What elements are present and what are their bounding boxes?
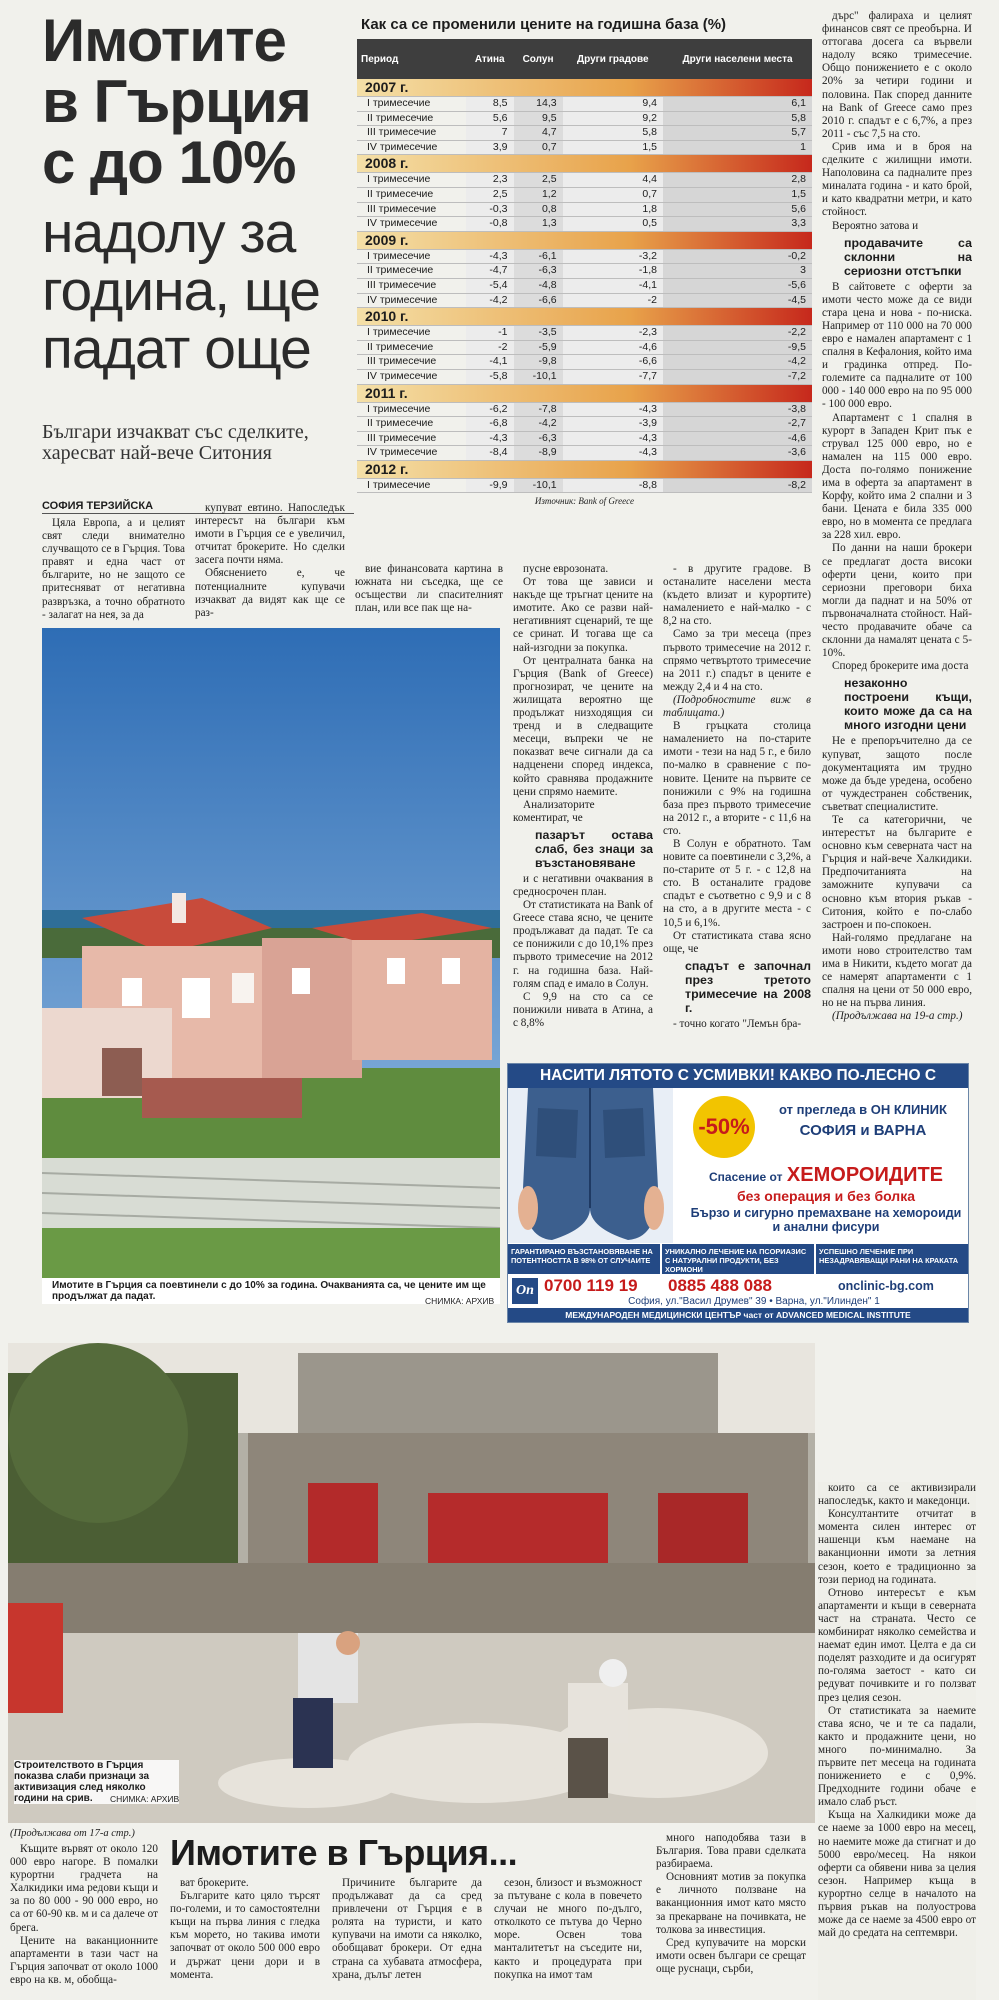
table-row bbox=[357, 478, 812, 493]
table-row bbox=[357, 173, 812, 188]
article-subheading: пазарът остава слаб, без знаци за възстановяване bbox=[535, 827, 653, 870]
ad-rescue-line bbox=[686, 1164, 966, 1187]
table-cell: -2,7 bbox=[663, 417, 812, 432]
villa-photo bbox=[42, 628, 500, 1304]
table-cell: -6,6 bbox=[514, 293, 563, 308]
author-byline: СОФИЯ ТЕРЗИЙСКА bbox=[42, 500, 154, 512]
article-paragraph: Цените на ваканционните апартаменти в тази част на Гърция започват от около 1000 евро на кв. м, обобща- bbox=[10, 1934, 158, 1986]
article-paragraph: Сред купувачите на морски имоти освен българи се срещат още руснаци, сърби, bbox=[656, 1936, 806, 1975]
ad-benefit: УНИКАЛНО ЛЕЧЕНИЕ НА ПСОРИАЗИС С НАТУРАЛНИ ПРОДУКТИ, БЕЗ ХОРМОНИ bbox=[662, 1244, 814, 1274]
table-cell: -2,3 bbox=[563, 326, 663, 341]
table-cell: 3 bbox=[663, 264, 812, 279]
table-cell: III тримесечие bbox=[357, 126, 466, 141]
article-column-2 bbox=[195, 502, 345, 623]
ad-offer-line2: СОФИЯ и ВАРНА bbox=[799, 1122, 927, 1139]
table-header: Други населени места bbox=[663, 39, 812, 79]
table-year-label: 2008 г. bbox=[357, 155, 812, 173]
ad-phone2[interactable]: 0885 488 088 bbox=[668, 1276, 772, 1295]
table-cell: 5,6 bbox=[466, 111, 514, 126]
article-column-right-lower bbox=[818, 1482, 976, 2000]
table-row bbox=[357, 202, 812, 217]
article-paragraph: дърс" фалираха и целият финансов свят се преобърна. И оттогава досега са вървели надолу всяко тримесечие. Общо понижението е с около 20% за четири години и половина. Пак според данните на Bank of Greece само през 2010 г. спадът е с 6,7%, а през 2011 - със 7,5 на сто. bbox=[822, 10, 972, 140]
table-cell: -2,2 bbox=[663, 326, 812, 341]
article-paragraph: От статистиката става ясно още, че bbox=[663, 929, 811, 955]
table-cell: -8,8 bbox=[563, 478, 663, 493]
table-row bbox=[357, 264, 812, 279]
article-paragraph: Отново интересът е към апартаменти и къщи в северната част на страната. Често се комбинират няколко семейства и наемат един имот. Целта е да си поделят разходите и да осигурят по-голяма заетост - като си редуват почивките и го ползват през целия сезон. bbox=[818, 1586, 976, 1704]
table-cell: 9,2 bbox=[563, 111, 663, 126]
article-paragraph: В гръцката столица намалението на по-старите имоти - тези на над 5 г., е било по-малко в сравнение с по-новите. Цените на първите се понижили с 9% на годишна база през първото тримесечие на 2012 г., а вторите - с 11,6 на сто. bbox=[663, 720, 811, 837]
table-cell: -4,8 bbox=[514, 278, 563, 293]
table-cell: 1,2 bbox=[514, 187, 563, 202]
article-paragraph: и с негативни очаквания в средносрочен план. bbox=[513, 872, 653, 898]
bottom-column-4 bbox=[494, 1877, 642, 2000]
table-cell: -3,6 bbox=[663, 446, 812, 461]
table-cell: 3,3 bbox=[663, 217, 812, 232]
article-paragraph: ват брокерите. bbox=[180, 1877, 249, 1889]
table-cell: -4,7 bbox=[466, 264, 514, 279]
table-cell: -3,9 bbox=[563, 417, 663, 432]
article-column-4 bbox=[513, 563, 653, 1043]
table-cell: -4,5 bbox=[663, 293, 812, 308]
table-year-row bbox=[357, 308, 812, 326]
table-cell: -0,3 bbox=[466, 202, 514, 217]
table-year-row bbox=[357, 155, 812, 173]
table-cell: -4,3 bbox=[466, 431, 514, 446]
bottom-column-2 bbox=[170, 1877, 320, 2000]
article-paragraph: Основният мотив за покупка е личното ползване на ваканционния имот като място за прекарване на почивката, не толкова за инвестиция. bbox=[656, 1871, 806, 1936]
bottom-column-1 bbox=[10, 1843, 158, 2000]
table-cell: IV тримесечие bbox=[357, 293, 466, 308]
table-cell: 1 bbox=[663, 140, 812, 155]
table-cell: -4,3 bbox=[563, 402, 663, 417]
ad-address: София, ул."Васил Друмев" 39 • Варна, ул."Илинден" 1 bbox=[628, 1296, 880, 1307]
table-cell: I тримесечие bbox=[357, 249, 466, 264]
table-year-row bbox=[357, 231, 812, 249]
table-cell: 1,3 bbox=[514, 217, 563, 232]
table-row bbox=[357, 126, 812, 141]
ad-footer: МЕЖДУНАРОДЕН МЕДИЦИНСКИ ЦЕНТЪР част от ADVANCED MEDICAL INSTITUTE bbox=[508, 1308, 968, 1322]
clinic-logo: On bbox=[512, 1278, 538, 1304]
continued-title: Имотите в Гърция... bbox=[170, 1832, 518, 1873]
article-paragraph: От централната банка на Гърция (Bank of Greece) прогнозират, че цените на жилищата вероятно ще продължат низходящия си тренд и в следващите месеци, въпреки че не показват вече сигнали да са надценени според индекса, който сравнява продажните цени спрямо наемите. bbox=[513, 654, 653, 798]
article-paragraph: Консултантите отчитат в момента силен интерес от нашенци към наемане на ваканционни имоти за летния сезон, което е традиционно за този период на годината. bbox=[818, 1508, 976, 1586]
table-cell: II тримесечие bbox=[357, 264, 466, 279]
table-year-row bbox=[357, 79, 812, 97]
table-cell: 1,5 bbox=[563, 140, 663, 155]
table-year-row bbox=[357, 384, 812, 402]
table-row bbox=[357, 217, 812, 232]
headline-line: в Гърция bbox=[42, 68, 311, 135]
discount-badge: -50% bbox=[693, 1096, 755, 1158]
construction-photo-credit: СНИМКА: АРХИВ bbox=[110, 1794, 180, 1804]
table-cell: 0,7 bbox=[563, 187, 663, 202]
table-cell: -8,9 bbox=[514, 446, 563, 461]
table-cell: -4,2 bbox=[514, 417, 563, 432]
table-row bbox=[357, 355, 812, 370]
table-cell: IV тримесечие bbox=[357, 140, 466, 155]
ad-rescue-word: ХЕМОРОИДИТЕ bbox=[786, 1164, 944, 1186]
table-row bbox=[357, 402, 812, 417]
table-cell: -6,3 bbox=[514, 431, 563, 446]
table-cell: II тримесечие bbox=[357, 111, 466, 126]
table-cell: 7 bbox=[466, 126, 514, 141]
table-cell: -5,8 bbox=[466, 369, 514, 384]
table-source: Източник: Bank of Greece bbox=[534, 496, 635, 507]
table-cell: 5,6 bbox=[663, 202, 812, 217]
ad-benefit: УСПЕШНО ЛЕЧЕНИЕ ПРИ НЕЗАДРАВЯВАЩИ РАНИ НА КРАКАТА bbox=[816, 1244, 968, 1274]
headline-line: падат още bbox=[42, 317, 311, 381]
table-cell: 5,8 bbox=[663, 111, 812, 126]
article-paragraph: В сайтовете с оферти за имоти често може да се види стара цена и нова - по-ниска. Например от 110 000 на 70 000 евро е намален апартамент с 1 спалня в Кефалония, който има и градинка отпред. По-големите са падналите от 100 000 - 140 000 евро на по 95 000 - 100 000 евро. bbox=[822, 280, 972, 411]
table-year-row bbox=[357, 460, 812, 478]
table-cell: II тримесечие bbox=[357, 340, 466, 355]
article-paragraph: пусне еврозоната. bbox=[523, 563, 609, 575]
article-paragraph: Не е препоръчително да се купуват, защото после документацията им трудно може да бъде уредена, особено от чуждестранен собственик, съветват специалистите. bbox=[822, 735, 972, 813]
table-cell: -10,1 bbox=[514, 478, 563, 493]
clinic-advertisement[interactable] bbox=[507, 1063, 969, 1323]
table-cell: 1,5 bbox=[663, 187, 812, 202]
article-column-1 bbox=[42, 517, 185, 623]
table-cell: -1 bbox=[466, 326, 514, 341]
article-paragraph: Те са категорични, че интерестът на българите е основно към северната част на Гърция и най-вече Халкидики. Предпочитанията на заможните купувачи са основно към втория ръкав - Ситония, който е по-слабо застроен и по-спокоен. bbox=[822, 813, 972, 931]
article-paragraph: Най-голямо предлагане на имоти ново строителство там има в Никити, където могат да се намерят апартаменти с 1 спалня на цени от 50 000 евро, но не на първа линия. bbox=[822, 931, 972, 1010]
table-row bbox=[357, 97, 812, 112]
table-header: Солун bbox=[514, 39, 563, 79]
table-cell: 3,9 bbox=[466, 140, 514, 155]
article-subheading: продавачите са склонни на сериозни отстъпки bbox=[844, 235, 972, 278]
table-cell: I тримесечие bbox=[357, 326, 466, 341]
headline-line: година, ще bbox=[42, 259, 320, 323]
table-row bbox=[357, 340, 812, 355]
ad-offer-line1: от прегледа в ОН КЛИНИК bbox=[779, 1102, 947, 1117]
table-cell: -9,8 bbox=[514, 355, 563, 370]
table-row bbox=[357, 417, 812, 432]
table-row bbox=[357, 446, 812, 461]
table-row bbox=[357, 293, 812, 308]
article-paragraph: От това ще зависи и накъде ще тръгнат цените на имотите. Ако се разви най-негативният сценарий, те ще се сринат. И тогава ще са най-изгодни за покупка. bbox=[513, 576, 653, 654]
table-cell: -8,2 bbox=[663, 478, 812, 493]
article-paragraph: Срив има и в броя на сделките с жилищни имоти. Наполовина са падналите през миналата година - и като брой, и като квадратни метри, и като стойност. bbox=[822, 140, 972, 219]
data-table bbox=[357, 39, 812, 493]
table-cell: -5,9 bbox=[514, 340, 563, 355]
table-cell: I тримесечие bbox=[357, 97, 466, 112]
article-paragraph: сезон, близост и възможност за пътуване с кола в повечето случаи не много по-дълго, отколкото се пътува до Черно море. Освен това манталитетът на съседите ни, както и процедурата при покупка на имот там bbox=[494, 1877, 642, 1981]
table-cell: IV тримесечие bbox=[357, 217, 466, 232]
continued-from: (Продължава от 17-а стр.) bbox=[10, 1828, 135, 1839]
table-cell: -4,2 bbox=[663, 355, 812, 370]
article-paragraph: - в другите градове. В останалите населени места (където влизат и курортите) намалението е най-малко - с 8,2 на сто. bbox=[663, 563, 811, 628]
article-column-6 bbox=[822, 10, 972, 1045]
table-cell: -6,8 bbox=[466, 417, 514, 432]
table-header: Атина bbox=[466, 39, 514, 79]
table-row bbox=[357, 278, 812, 293]
article-subheading: спадът е започнал през третото тримесечие на 2008 г. bbox=[685, 958, 811, 1015]
table-title: Как са се променили цените на годишна база (%) bbox=[361, 16, 727, 33]
table-cell: -6,1 bbox=[514, 249, 563, 264]
table-cell: I тримесечие bbox=[357, 478, 466, 493]
price-change-table bbox=[357, 12, 812, 509]
headline-bold bbox=[42, 7, 360, 196]
article-paragraph: Цяла Европа, а и целият свят следи внимателно случващото се в Гърция. Това правят и една част от българите, но не защото се притесняват от негативна развръзка, а точно обратното - залагат на нея, за да bbox=[42, 517, 185, 621]
table-cell: -2 bbox=[563, 293, 663, 308]
table-cell: -6,3 bbox=[514, 264, 563, 279]
ad-headline: НАСИТИ ЛЯТОТО С УСМИВКИ! КАКВО ПО-ЛЕСНО С bbox=[508, 1064, 968, 1088]
continued-note: (Продължава на 19-а стр.) bbox=[832, 1010, 963, 1023]
article-paragraph: много наподобява тази в България. Това прави сделката разбираема. bbox=[656, 1832, 806, 1871]
table-year-label: 2009 г. bbox=[357, 231, 812, 249]
villa-photo-caption: Имотите в Гърция са поевтинели с до 10% за година. Очакванията са, че цените им ще продължат да падат. bbox=[52, 1280, 486, 1302]
table-cell: -2 bbox=[466, 340, 514, 355]
table-cell: -7,7 bbox=[563, 369, 663, 384]
table-cell: 1,8 bbox=[563, 202, 663, 217]
table-cell: IV тримесечие bbox=[357, 446, 466, 461]
table-cell: I тримесечие bbox=[357, 402, 466, 417]
construction-photo bbox=[8, 1343, 815, 1823]
subheadline: Българи изчакват със сделките, харесват най-вече Ситония bbox=[42, 421, 309, 464]
table-cell: IV тримесечие bbox=[357, 369, 466, 384]
table-cell: -9,5 bbox=[663, 340, 812, 355]
ad-fast: Бързо и сигурно премахване на хемороиди и анални фисури bbox=[690, 1206, 962, 1234]
ad-rescue-prefix: Спасение от bbox=[708, 1170, 783, 1184]
table-cell: -4,1 bbox=[563, 278, 663, 293]
table-cell: 8,5 bbox=[466, 97, 514, 112]
table-cell: -1,8 bbox=[563, 264, 663, 279]
table-row bbox=[357, 369, 812, 384]
article-paragraph: От статистиката на Bank of Greece става ясно, че цените продължават да падат. Те са се понижили с до 10,1% през първото тримесечие на 2012 г. на годишна база. Най-голям спад е имало в Солун. bbox=[513, 899, 653, 990]
table-cell: -4,6 bbox=[563, 340, 663, 355]
table-cell: -6,2 bbox=[466, 402, 514, 417]
ad-phone1[interactable]: 0700 119 19 bbox=[544, 1276, 638, 1295]
table-cell: III тримесечие bbox=[357, 355, 466, 370]
article-column-3 bbox=[355, 563, 503, 623]
table-cell: -4,6 bbox=[663, 431, 812, 446]
article-paragraph: Апартамент с 1 спалня в курорт в Западен Крит пък е струвал 125 000 евро, но е намален на 115 000 евро. Доста по-голямо понижение има в оферта за апартамент в Корфу, който има 2 спални и 3 бани. Цената е била 335 000 евро, но в момента се предлага за 228 хил. евро. bbox=[822, 411, 972, 542]
table-cell: 2,5 bbox=[466, 187, 514, 202]
article-paragraph: От статистиката за наемите става ясно, че и те са падали, както и продажните цени, но много по-минимално. За първите пет месеца на годината понижението е с 0,9%. Предходните години обаче е имало слаб ръст. bbox=[818, 1704, 976, 1809]
ad-benefits bbox=[508, 1244, 968, 1274]
article-column-5 bbox=[663, 563, 811, 1043]
table-cell: 2,3 bbox=[466, 173, 514, 188]
table-year-label: 2012 г. bbox=[357, 460, 812, 478]
article-paragraph: С 9,9 на сто са се понижили нивата в Атина, а с 8,8% bbox=[513, 990, 653, 1029]
article-paragraph: Анализаторите коментират, че bbox=[513, 798, 595, 824]
table-cell: -5,6 bbox=[663, 278, 812, 293]
article-paragraph: вие финансовата картина в южната ни съседка, ще се осъществи ли спасителният план, или все пак ще на- bbox=[355, 563, 503, 615]
table-cell: -0,8 bbox=[466, 217, 514, 232]
article-paragraph: купуват евтино. Напоследък интересът на българи към имоти в Гърция се е увеличил, отчитат брокерите. Но сделки засега почти няма. bbox=[195, 502, 345, 567]
table-year-label: 2010 г. bbox=[357, 308, 812, 326]
bottom-column-3 bbox=[332, 1877, 482, 2000]
table-cell: -3,8 bbox=[663, 402, 812, 417]
article-paragraph: Българите като цяло търсят по-големи, и то самостоятелни къщи на първа линия с гледка към морето, но такива имоти започват от около 500 000 евро и държат цени дори и в момента. bbox=[170, 1890, 320, 1981]
headline-line: надолу за bbox=[42, 201, 296, 265]
headline-line: с до 10% bbox=[42, 129, 296, 196]
table-cell: -7,2 bbox=[663, 369, 812, 384]
table-cell: II тримесечие bbox=[357, 187, 466, 202]
article-paragraph: Къща на Халкидики може да се наеме за 1000 евро на месец, но наемите може да стигнат и до 5000 евро/месец. На някои оферти са обявени нива за целия сезон. Например къща в курортно селце в началото на първия ръкав на полуострова може да се наеме за 4500 евро от май до средата на септември. bbox=[818, 1809, 976, 1940]
table-cell: III тримесечие bbox=[357, 278, 466, 293]
article-paragraph: Обяснението е, че потенциалните купувачи изчакват да видят как ще се раз- bbox=[195, 567, 345, 619]
table-row bbox=[357, 249, 812, 264]
table-cell: 0,5 bbox=[563, 217, 663, 232]
headline-light bbox=[42, 201, 360, 381]
table-header: Други градове bbox=[563, 39, 663, 79]
table-cell: 4,4 bbox=[563, 173, 663, 188]
table-cell: 6,1 bbox=[663, 97, 812, 112]
headline-line: Имотите bbox=[42, 7, 286, 74]
table-cell: -9,9 bbox=[466, 478, 514, 493]
construction-photo-caption: Строителството в Гърция показва слаби признаци за активизация след няколко години на срив. bbox=[14, 1760, 179, 1804]
ad-website[interactable]: onclinic-bg.com bbox=[838, 1279, 934, 1293]
ad-benefit: ГАРАНТИРАНО ВЪЗСТАНОВЯВАНЕ НА ПОТЕНТНОСТТА В 98% ОТ СЛУЧАИТЕ bbox=[508, 1244, 660, 1274]
table-cell: -6,6 bbox=[563, 355, 663, 370]
table-year-label: 2011 г. bbox=[357, 384, 812, 402]
jeans-illustration bbox=[508, 1088, 673, 1243]
table-cell: 4,7 bbox=[514, 126, 563, 141]
table-cell: 0,7 bbox=[514, 140, 563, 155]
article-note: (Подробностите виж в таблицата.) bbox=[663, 693, 811, 720]
table-cell: -4,1 bbox=[466, 355, 514, 370]
article-subheading: незаконно построени къщи, които може да са на много изгодни цени bbox=[844, 676, 972, 733]
table-cell: -4,3 bbox=[563, 446, 663, 461]
table-row bbox=[357, 431, 812, 446]
table-row bbox=[357, 187, 812, 202]
villa-photo-credit: СНИМКА: АРХИВ bbox=[425, 1296, 495, 1306]
table-cell: -4,3 bbox=[563, 431, 663, 446]
table-header: Период bbox=[357, 39, 466, 79]
table-cell: 9,5 bbox=[514, 111, 563, 126]
table-year-label: 2007 г. bbox=[357, 79, 812, 97]
table-cell: -8,4 bbox=[466, 446, 514, 461]
bottom-column-5 bbox=[656, 1832, 806, 2000]
table-cell: 2,5 bbox=[514, 173, 563, 188]
article-paragraph: Вероятно затова и bbox=[832, 219, 919, 232]
article-paragraph: Причините българите да продължават да са сред привлечени от Гърция е в ролята на туристи, и като купувачи на имоти са няколко, обобщават брокери. От една страна са хубавата атмосфера, храна, дълъг летен bbox=[332, 1877, 482, 1981]
table-cell: II тримесечие bbox=[357, 417, 466, 432]
table-cell: III тримесечие bbox=[357, 202, 466, 217]
table-cell: 2,8 bbox=[663, 173, 812, 188]
table-cell: 5,8 bbox=[563, 126, 663, 141]
table-cell: -10,1 bbox=[514, 369, 563, 384]
article-paragraph: които са се активизирали напоследък, както и македонци. bbox=[818, 1482, 976, 1508]
table-cell: -0,2 bbox=[663, 249, 812, 264]
article-paragraph: В Солун е обратното. Там новите са поевтинели с 3,2%, а по-старите от 5 г. - с 12,8 на сто. В останалите градове спадът е съответно с 9,9 и с 8 на сто, а в другите места - с 10,5 и 6,1%. bbox=[663, 837, 811, 929]
table-cell: -4,3 bbox=[466, 249, 514, 264]
table-cell: 9,4 bbox=[563, 97, 663, 112]
table-row bbox=[357, 326, 812, 341]
table-row bbox=[357, 111, 812, 126]
ad-no-pain: без операция и без болка bbox=[736, 1188, 915, 1204]
table-cell: 14,3 bbox=[514, 97, 563, 112]
table-cell: 0,8 bbox=[514, 202, 563, 217]
table-cell: III тримесечие bbox=[357, 431, 466, 446]
article-paragraph: Само за три месеца (през първото тримесечие на 2012 г. спрямо четвъртото тримесечие на 2011 г.) спадът в цените е между 2,4 и 4 на сто. bbox=[663, 628, 811, 693]
article-paragraph: - точно когато "Лемън бра- bbox=[673, 1017, 802, 1030]
table-cell: I тримесечие bbox=[357, 173, 466, 188]
table-cell: 5,7 bbox=[663, 126, 812, 141]
article-paragraph: Според брокерите има доста bbox=[832, 660, 969, 673]
table-cell: -3,5 bbox=[514, 326, 563, 341]
table-cell: -7,8 bbox=[514, 402, 563, 417]
article-paragraph: Къщите вървят от около 120 000 евро нагоре. В помалки курортни градчета на Халкидики има редови къщи и за по 80 000 - 90 000 евро, но са от 60-90 кв. м и са далече от брега. bbox=[10, 1843, 158, 1934]
table-cell: -4,2 bbox=[466, 293, 514, 308]
article-paragraph: По данни на наши брокери се предлагат доста високи оферти цени, които при сериозни преговори биха могли да паднат и на 50% от първоначалната стойност. Най-често продавачите обаче са склонни да намалят цената с 5-10%. bbox=[822, 542, 972, 660]
table-row bbox=[357, 140, 812, 155]
table-cell: -5,4 bbox=[466, 278, 514, 293]
table-cell: -3,2 bbox=[563, 249, 663, 264]
